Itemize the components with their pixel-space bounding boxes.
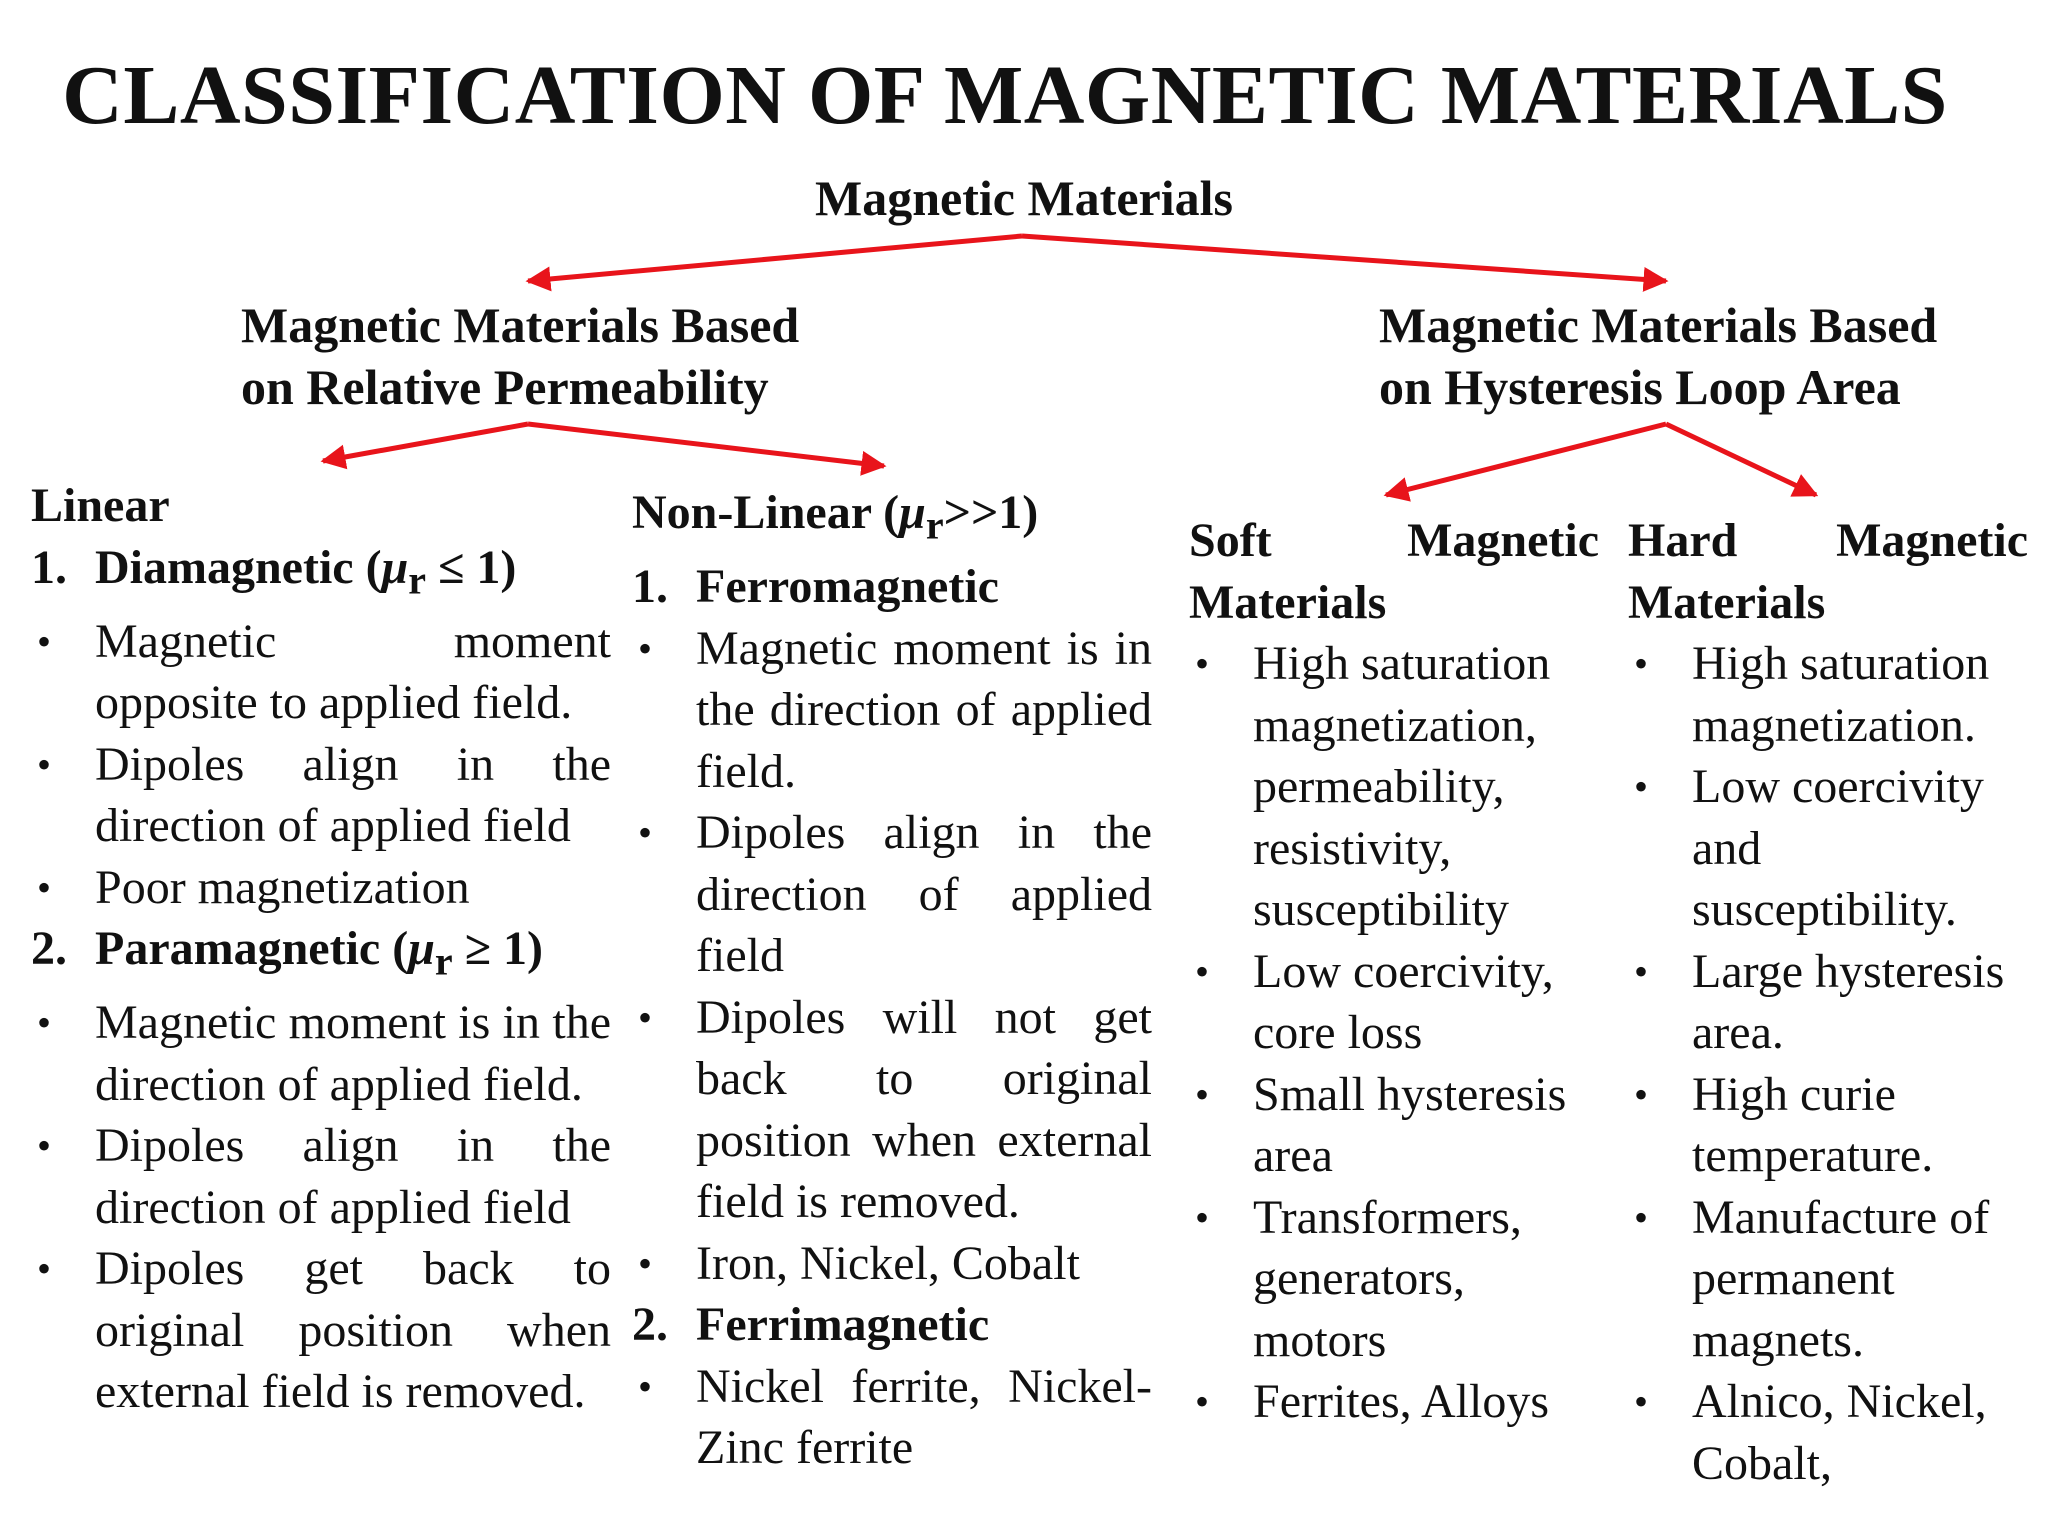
list-item: • High saturation magnetization, permeability, resistivity, susceptibility [1195,637,1551,936]
nonlinear-condition: >>1) [943,486,1039,539]
soft-heading: Soft Magnetic Materials [1189,514,1599,629]
mu-subscript: r [925,502,944,548]
diamagnetic-number: 1. [31,540,67,594]
list-item: • Dipoles align in the direction of applied field [638,806,1152,983]
nonlinear-column [632,482,1152,1479]
page-title: CLASSIFICATION OF MAGNETIC MATERIALS [62,49,1948,142]
list-item: • Dipoles get back to original position when external field is removed. [37,1242,611,1419]
nonlinear-label: Non-Linear ( [632,486,900,539]
ferrimagnetic-label: Ferrimagnetic [696,1298,990,1352]
list-item: • Magnetic moment is in the direction of applied field. [37,996,611,1111]
paramagnetic-number: 2. [31,922,67,976]
arrow-hyst-soft [1386,424,1666,495]
arrow-root-right [1022,236,1666,281]
paramagnetic-label: Paramagnetic ( [95,922,409,976]
diamagnetic-condition: ≤ 1) [426,540,517,594]
list-item: • Poor magnetization [37,860,470,914]
list-item: • High saturation magnetization. [1634,637,1990,752]
mu-symbol: μ [408,922,435,976]
list-item: • Alnico, Nickel, Cobalt, [1634,1375,1987,1490]
branch-permeability-line2: on Relative Permeability [241,359,769,415]
mu-subscript: r [434,938,453,984]
list-item: • Manufacture of permanent magnets. [1634,1190,1990,1367]
arrow-perm-linear [323,424,528,461]
list-item: • Low coercivity and susceptibility. [1634,760,1984,936]
hard-heading: Hard Magnetic Materials [1628,514,2028,629]
list-item: • Magnetic moment is in the direction of applied field. [638,621,1152,798]
ferromagnetic-label: Ferromagnetic [696,560,999,614]
arrow-hyst-hard [1666,424,1816,495]
mu-symbol: μ [381,540,409,594]
list-item: • Small hysteresis area [1195,1067,1567,1182]
nonlinear-heading [632,482,1152,556]
linear-column [31,475,611,1423]
paramagnetic-heading [31,918,611,992]
diamagnetic-heading [31,537,611,611]
list-item: • Low coercivity, core loss [1195,944,1554,1059]
linear-heading: Linear [31,479,170,532]
list-item: • Magnetic moment opposite to applied field. [37,614,611,730]
hard-column [1628,510,2028,1494]
list-item: • Transformers, generators, motors [1195,1190,1522,1367]
list-item: • Nickel ferrite, Nickel-Zinc ferrite [638,1359,1152,1475]
branch-hysteresis-line2: on Hysteresis Loop Area [1379,359,1901,415]
list-item: • Large hysteresis area. [1634,944,2005,1059]
branch-permeability-line1: Magnetic Materials Based [241,297,800,353]
list-item: • Dipoles align in the direction of applied field [37,1119,611,1234]
ferromagnetic-heading: 1. Ferromagnetic [632,560,999,614]
list-item: • High curie temperature. [1634,1067,1934,1182]
arrow-root-left [528,236,1022,281]
list-item: • Dipoles will not get back to original position when external field is removed. [638,990,1152,1229]
list-item: • Ferrites, Alloys [1195,1375,1549,1428]
ferrimagnetic-heading: 2. Ferrimagnetic [632,1298,990,1352]
soft-column [1189,510,1599,1433]
list-item: • Dipoles align in the direction of applied field [37,737,611,853]
branch-hysteresis [1379,294,2019,418]
diamagnetic-label: Diamagnetic ( [95,540,382,594]
mu-symbol: μ [899,486,926,539]
paramagnetic-condition: ≥ 1) [452,922,544,976]
arrow-perm-nonlinear [528,424,884,466]
branch-permeability [241,294,861,418]
branch-hysteresis-line1: Magnetic Materials Based [1379,297,1938,353]
list-item: • Iron, Nickel, Cobalt [638,1236,1080,1290]
mu-subscript: r [408,557,427,603]
root-node: Magnetic Materials [815,170,1233,226]
